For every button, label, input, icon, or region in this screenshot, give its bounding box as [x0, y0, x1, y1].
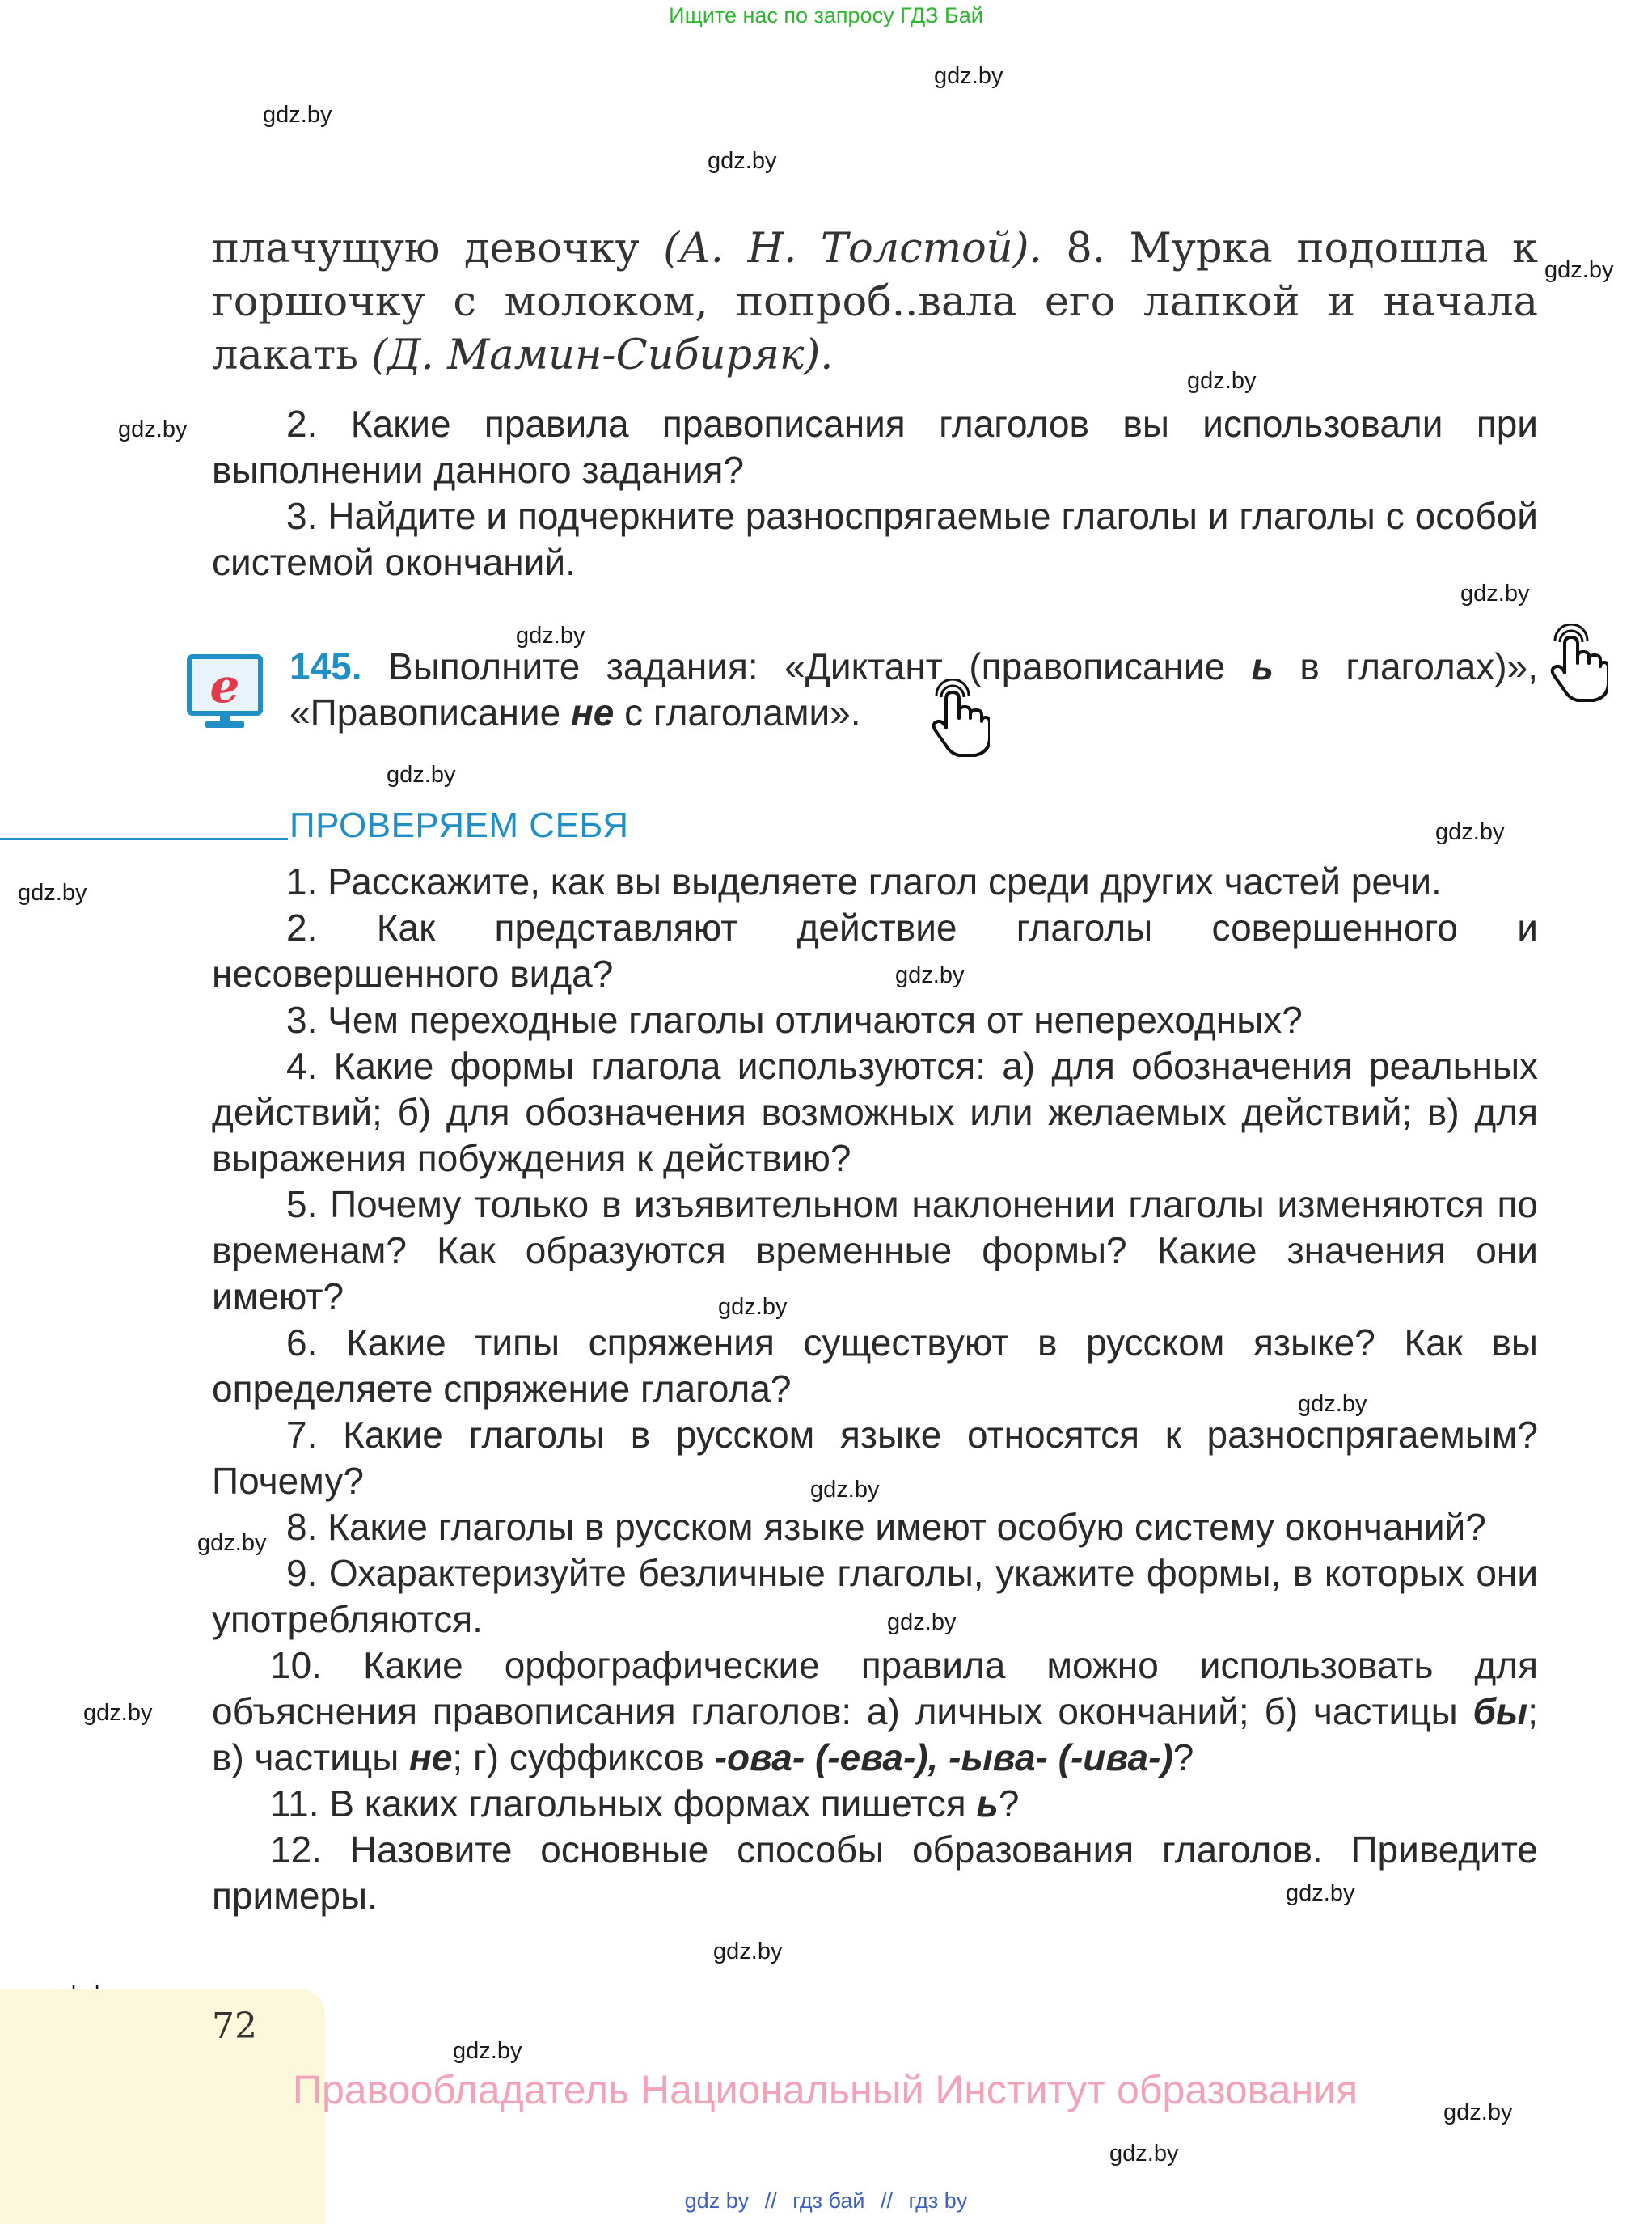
question-text: ? [998, 1782, 1020, 1824]
exercise-text: в глаголах)», «Правописание [289, 645, 1538, 734]
pointer-hand-icon[interactable] [922, 679, 990, 759]
question-text: Какие типы спряжения существуют в русском языке? Как вы определяете спряжение глагола? [212, 1321, 1538, 1410]
watermark: gdz.by [713, 1939, 783, 1964]
question-item [212, 997, 1538, 1043]
exercise-145 [289, 644, 1538, 736]
question-text: Какие глаголы в русском языке относятся к разноспрягаемым? Почему? [212, 1414, 1538, 1502]
question-item [212, 905, 1538, 997]
question-number: 11. [270, 1782, 319, 1824]
watermark: gdz.by [1286, 1880, 1355, 1906]
footer-links [0, 2188, 1652, 2213]
task-number: 2. [286, 403, 318, 445]
watermark: gdz.by [263, 102, 332, 128]
watermark: gdz.by [718, 1294, 788, 1320]
watermark: gdz.by [1443, 2099, 1513, 2125]
watermark: gdz.by [895, 962, 965, 988]
watermark: gdz.by [387, 762, 456, 788]
footer-link-gdz-bai[interactable]: гдз бай [792, 2188, 865, 2213]
question-text: Какие глаголы в русском языке имеют особую систему окончаний? [327, 1506, 1486, 1548]
task-item [212, 401, 1538, 493]
watermark: gdz.by [453, 2038, 522, 2064]
footer-separator: // [881, 2188, 894, 2213]
question-text: Назовите основные способы образования глаголов. Приведите примеры. [212, 1829, 1538, 1917]
task-item [212, 493, 1538, 586]
watermark: gdz.by [708, 148, 777, 174]
question-item [212, 1504, 1538, 1550]
watermark: gdz.by [118, 416, 188, 442]
question-number: 12. [270, 1829, 322, 1871]
question-text: Какие формы глагола используются: а) для обозначения реальных действий; б) для обозначения возможных или желаемых действий; в) для выражения побуждения к действию? [212, 1045, 1539, 1179]
author-mamin-sibiryak: (Д. Мамин-Сибиряк). [371, 332, 834, 379]
question-text: Почему только в изъявительном наклонении глаголы изменяются по временам? Как образуются временные формы? Какие значения они имеют? [212, 1183, 1538, 1317]
watermark: gdz.by [1109, 2141, 1179, 2167]
soft-sign-emphasis: ь [1251, 645, 1274, 687]
suffixes-emphasis: -ова- (-ева-), -ыва- (-ива-) [714, 1736, 1173, 1778]
question-list [212, 859, 1538, 1919]
question-item [212, 1412, 1538, 1504]
question-item [212, 1320, 1538, 1412]
watermark: gdz.by [1460, 581, 1530, 607]
soft-sign-emphasis: ь [976, 1782, 999, 1824]
footer-separator: // [764, 2188, 777, 2213]
task-number: 3. [286, 495, 318, 537]
question-item [212, 1781, 1538, 1827]
ne-emphasis: не [409, 1736, 453, 1778]
question-number: 10. [270, 1644, 322, 1686]
question-number: 9. [286, 1552, 318, 1594]
ne-emphasis: не [570, 691, 615, 734]
pointer-hand-icon[interactable] [1540, 624, 1608, 704]
question-text: Как представляют действие глаголы совершенного и несовершенного вида? [212, 907, 1538, 995]
watermark: gdz.by [934, 63, 1003, 89]
question-text: ? [1172, 1736, 1194, 1778]
question-number: 7. [286, 1414, 318, 1456]
watermark: gdz.by [887, 1609, 957, 1635]
question-item [212, 1043, 1538, 1182]
task-text: Какие правила правописания глаголов вы использовали при выполнении данного задания? [212, 403, 1539, 491]
watermark: gdz.by [810, 1477, 880, 1503]
question-text: Расскажите, как вы выделяете глагол среди других частей речи. [327, 860, 1442, 903]
question-number: 4. [286, 1045, 318, 1087]
page-number: 72 [212, 2006, 257, 2047]
top-banner[interactable]: Ищите нас по запросу ГДЗ Бай [669, 3, 983, 27]
question-item [212, 1643, 1538, 1781]
watermark: gdz.by [516, 623, 585, 649]
question-item [212, 1182, 1538, 1320]
watermark: gdz.by [197, 1530, 267, 1556]
question-item [212, 1550, 1538, 1643]
question-text: В каких глагольных формах пишется [329, 1782, 977, 1824]
watermark: gdz.by [1435, 819, 1505, 845]
question-number: 8. [286, 1506, 318, 1548]
task-text: Найдите и подчеркните разноспрягаемые глаголы и глаголы с особой системой окончаний. [212, 495, 1539, 583]
exercise-text: с глаголами». [614, 691, 861, 734]
question-text: Какие орфографические правила можно использовать для объяснения правописания глаголов: а) личных окончаний; б) частицы [212, 1644, 1538, 1732]
sentence-text: плачущую девочку [212, 225, 664, 273]
watermark: gdz.by [18, 880, 87, 906]
question-number: 1. [286, 860, 318, 903]
watermark: gdz.by [83, 1700, 153, 1726]
section-divider [0, 838, 288, 840]
exercise-text: Выполните задания: «Диктант (правописание [361, 645, 1252, 687]
question-text: ; в) частицы [212, 1690, 1538, 1778]
question-number: 3. [286, 999, 318, 1041]
section-title: ПРОВЕРЯЕМ СЕБЯ [289, 805, 629, 845]
question-text: Чем переходные глаголы отличаются от непереходных? [327, 999, 1303, 1041]
e-letter: e [209, 658, 240, 713]
e-monitor-icon[interactable] [184, 653, 265, 734]
sentence-text: 8. Мурка подошла к горшочку с молоком, попроб..вала его лапкой и начала лакать [212, 225, 1538, 379]
question-number: 2. [286, 907, 318, 949]
question-item [212, 859, 1538, 905]
question-text: ; г) суффиксов [452, 1736, 715, 1778]
copyright-notice: Правообладатель Национальный Институт образования [293, 2067, 1358, 2112]
question-text: Охарактеризуйте безличные глаголы, укажите формы, в которых они употребляются. [212, 1552, 1539, 1640]
exercise-number: 145. [289, 645, 362, 687]
watermark: gdz.by [1544, 257, 1614, 283]
question-item [212, 1827, 1538, 1919]
footer-link-gdz-by[interactable]: gdz by [684, 2188, 750, 2213]
watermark: gdz.by [1298, 1391, 1367, 1417]
question-number: 5. [286, 1183, 318, 1225]
footer-link-gdz-by-ru[interactable]: гдз by [908, 2188, 968, 2213]
by-emphasis: бы [1472, 1690, 1528, 1732]
question-number: 6. [286, 1321, 318, 1364]
watermark: gdz.by [1187, 368, 1257, 394]
author-tolstoy: (А. Н. Толстой). [663, 225, 1042, 273]
exercise-text-continuation [212, 222, 1538, 383]
